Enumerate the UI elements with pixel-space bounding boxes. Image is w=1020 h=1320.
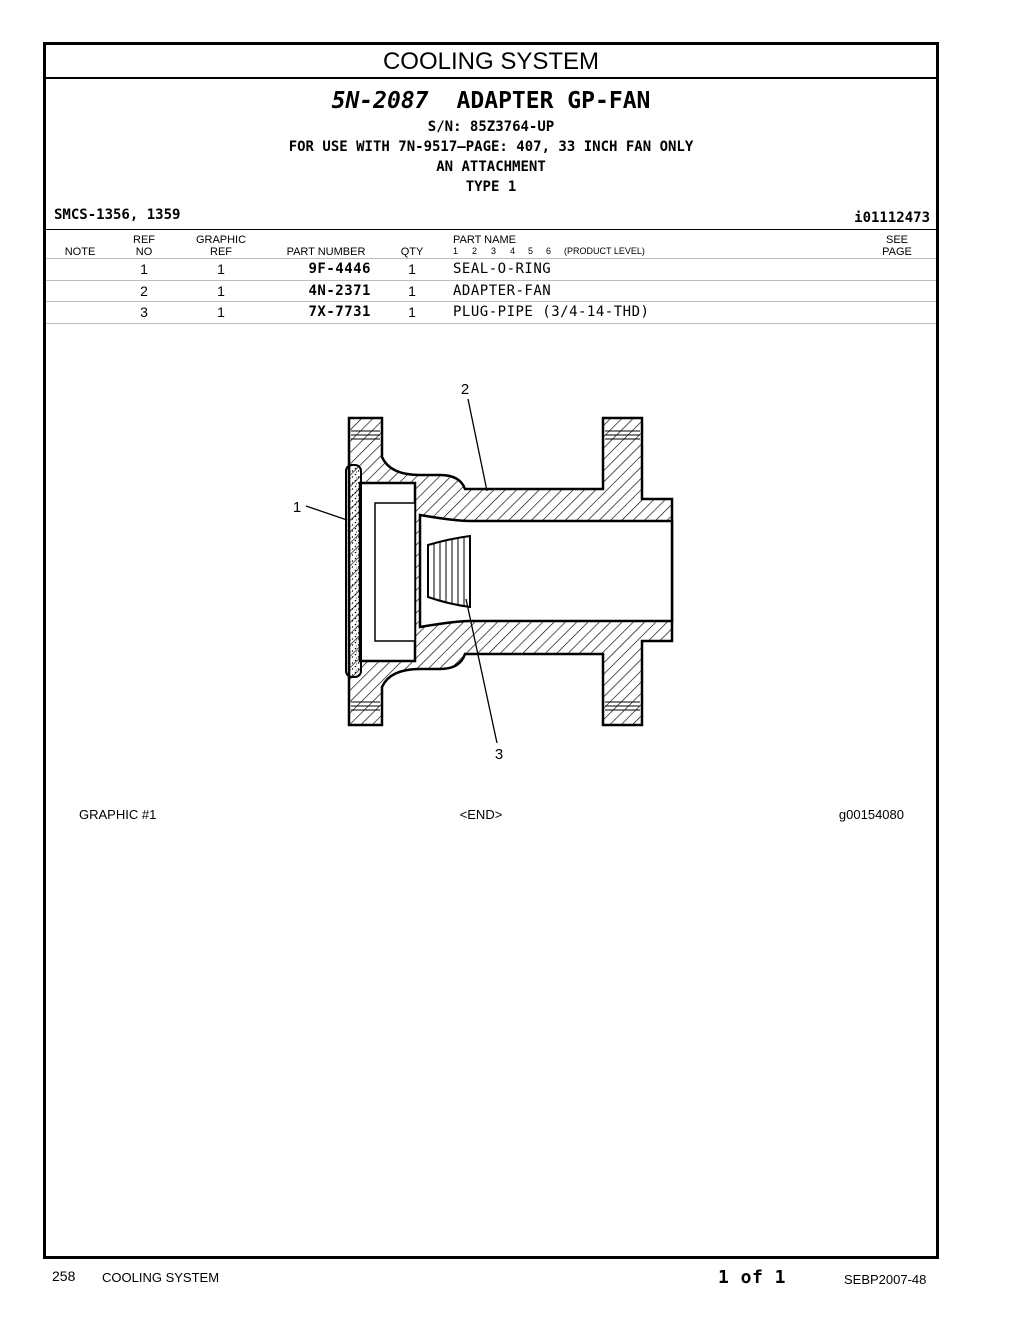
- col-ref: REF NO: [133, 234, 155, 258]
- table-header-rule: [46, 258, 936, 259]
- pipe-plug: [428, 536, 470, 607]
- level-1: 1: [453, 246, 459, 256]
- col-part-number: PART NUMBER: [286, 246, 366, 258]
- page-number: 258: [52, 1268, 76, 1284]
- col-qty: QTY: [400, 246, 424, 258]
- end-marker: <END>: [459, 807, 503, 822]
- attachment-note: AN ATTACHMENT: [436, 159, 546, 175]
- row-rule: [46, 301, 936, 302]
- callout-1: 1: [292, 499, 302, 516]
- usage-note: FOR USE WITH 7N-9517—PAGE: 407, 33 INCH FAN ONLY: [288, 139, 694, 155]
- col-graphic-ref: GRAPHIC REF: [195, 234, 247, 258]
- col-see-page: SEE PAGE: [882, 234, 912, 258]
- page-frame: COOLING SYSTEM 5N-2087 ADAPTER GP-FAN S/N: 85Z3764-UP FOR USE WITH 7N-9517—PAGE: 407, 33 INCH FAN ONLY AN ATTACHMENT TYPE 1 SMCS-1356, 1359 i01112473 NOTE REF NO GRAPHIC REF PART NUMBER QTY PART NAME 1 2 3 4 5 6 (PRODUCT LEVEL) SEE PAGE 1 1 9F-4446 1 SEAL-O-RING 2 1 4N-2371 1 ADAPTER-FAN 3 1 7X-7731 1 PLUG-PIPE (3/4-14-THD) 1 2 3 GRAPHIC #1 <END> g00154080: [43, 42, 939, 1259]
- page-of: 1 of 1: [718, 1267, 787, 1288]
- level-2: 2: [472, 246, 478, 256]
- smcs-codes: SMCS-1356, 1359: [54, 207, 181, 223]
- level-6: 6: [546, 246, 552, 256]
- row-rule: [46, 280, 936, 281]
- group-part-number: 5N-2087: [331, 88, 429, 114]
- level-3: 3: [491, 246, 497, 256]
- group-heading: [46, 88, 936, 114]
- callout-3: 3: [494, 746, 504, 763]
- doc-id: SEBP2007-48: [844, 1272, 927, 1287]
- level-5: 5: [528, 246, 534, 256]
- serial-number: S/N: 85Z3764-UP: [427, 119, 555, 135]
- table-top-rule: [46, 229, 936, 230]
- graphic-id: g00154080: [838, 807, 904, 822]
- product-level-label: (PRODUCT LEVEL): [564, 246, 645, 256]
- callout-2: 2: [460, 381, 470, 398]
- level-4: 4: [510, 246, 516, 256]
- col-note: NOTE: [64, 246, 96, 258]
- graphic-caption: GRAPHIC #1: [79, 807, 157, 822]
- group-name: ADAPTER GP-FAN: [456, 88, 651, 114]
- type-note: TYPE 1: [465, 179, 517, 195]
- adapter-cross-section-drawing: [46, 375, 936, 795]
- section-title: COOLING SYSTEM: [46, 45, 936, 79]
- illustration-id: i01112473: [854, 210, 930, 226]
- row-rule: [46, 323, 936, 324]
- seal-o-ring: [346, 465, 361, 677]
- col-part-name: PART NAME: [453, 234, 516, 246]
- footer-section: COOLING SYSTEM: [102, 1270, 220, 1285]
